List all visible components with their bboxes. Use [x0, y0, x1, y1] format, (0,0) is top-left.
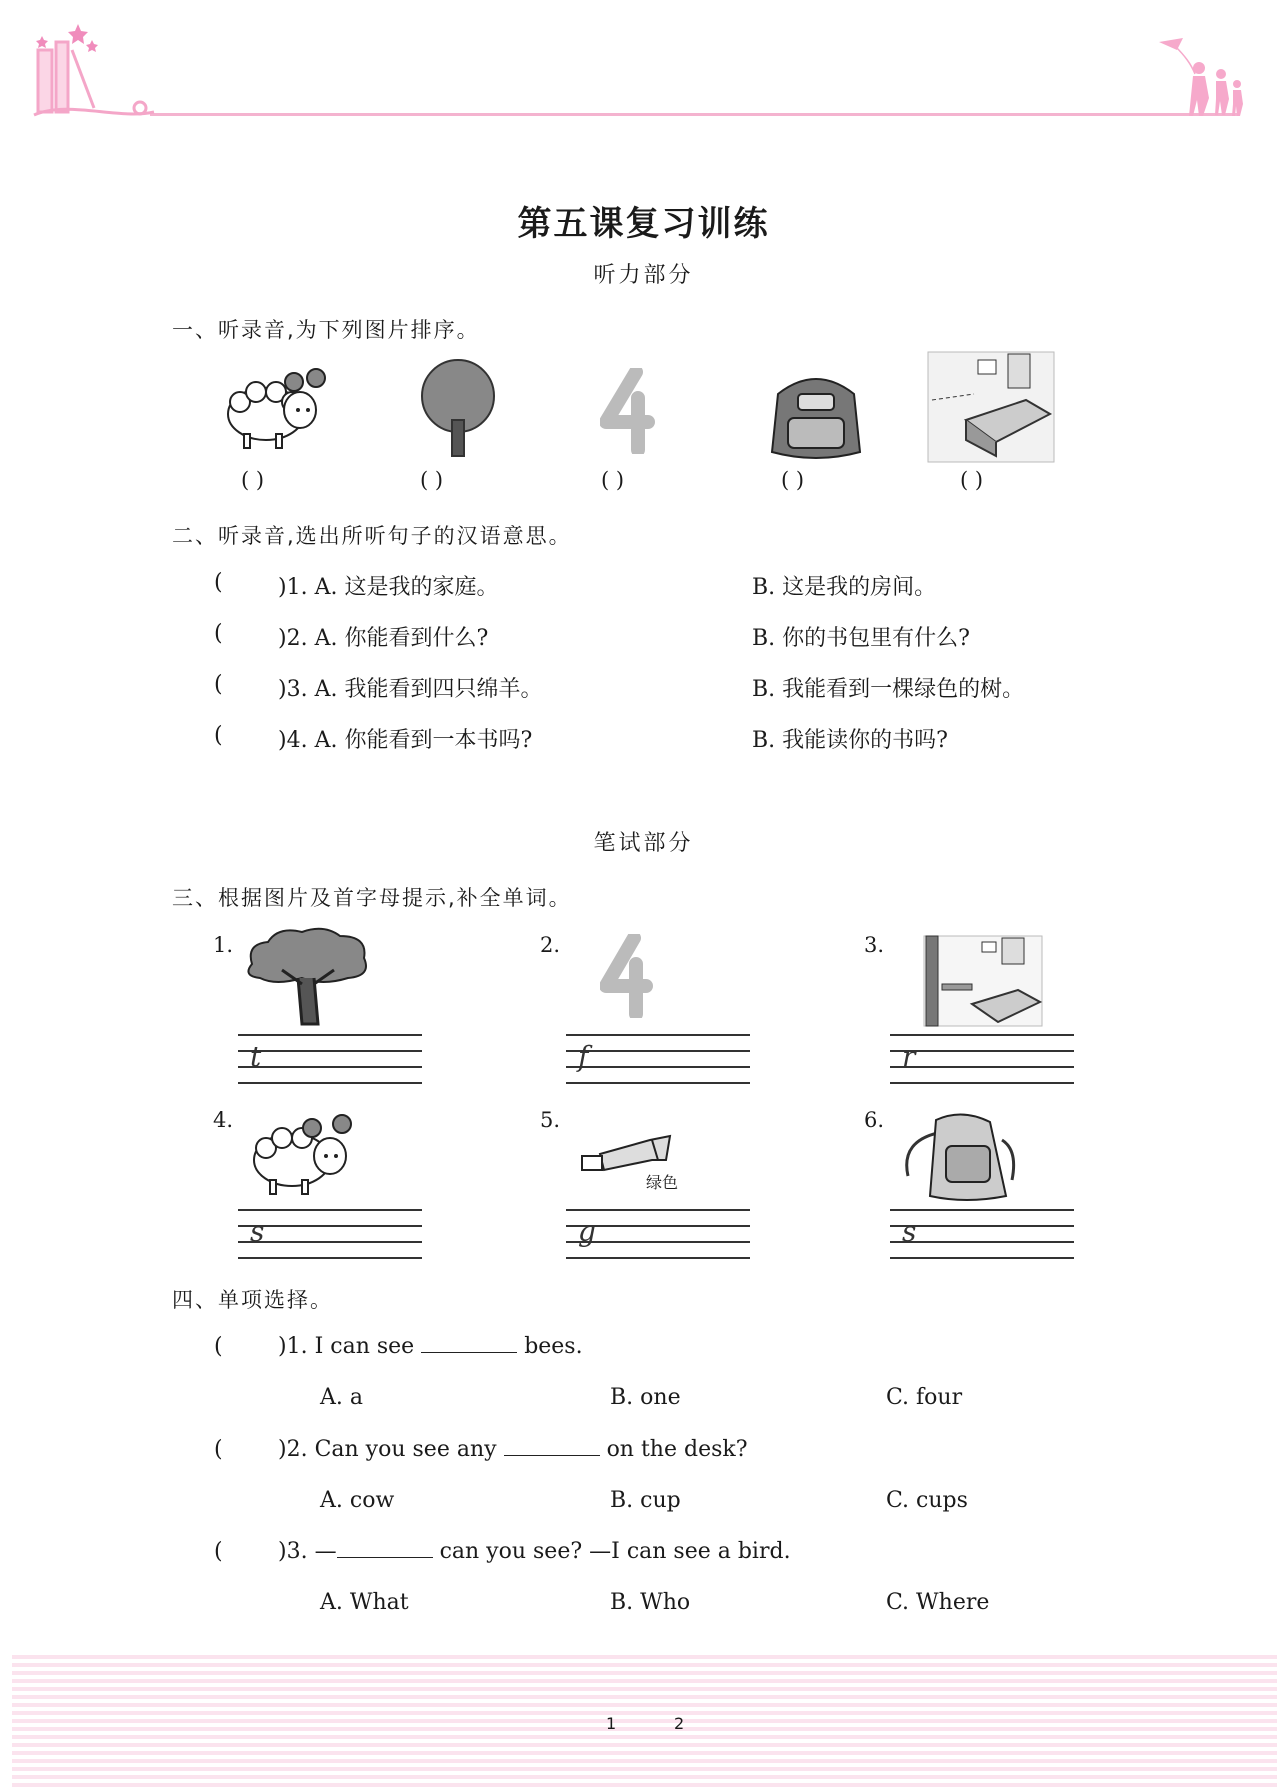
hint-letter: t [250, 1040, 262, 1073]
item-number: 3. [864, 933, 885, 957]
number-four-icon [600, 934, 662, 1018]
writing-heading: 笔试部分 [593, 831, 694, 856]
writing-lines-6[interactable] [890, 1209, 1074, 1259]
answer-paren-1[interactable]: ( ) [241, 468, 265, 492]
writing-lines-1[interactable] [238, 1034, 422, 1084]
writing-lines-4[interactable] [238, 1209, 422, 1259]
option-b[interactable]: B. one [610, 1385, 681, 1410]
hint-letter: s [902, 1215, 917, 1248]
item-number: 1. [213, 933, 234, 957]
section3-heading: 三、根据图片及首字母提示,补全单词。 [172, 886, 572, 910]
tree-icon [242, 924, 374, 1028]
option-b: B. 这是我的房间。 [752, 575, 937, 600]
item-number: 6. [864, 1108, 885, 1132]
answer-paren-4[interactable]: ( ) [781, 468, 805, 492]
hint-letter: r [902, 1040, 916, 1073]
question-stem: )2. A. 你能看到什么? [278, 626, 489, 651]
bedroom-icon [926, 350, 1056, 464]
bedroom-icon [922, 934, 1044, 1028]
tree-icon [418, 358, 498, 458]
option-b[interactable]: B. cup [610, 1488, 681, 1513]
section4-heading: 四、单项选择。 [172, 1288, 333, 1312]
schoolbag-icon [902, 1110, 1020, 1204]
answer-paren[interactable]: ( [214, 570, 223, 595]
option-b[interactable]: B. Who [610, 1590, 691, 1615]
item-number: 4. [213, 1108, 234, 1132]
page-number-left: 1 [606, 1714, 617, 1733]
schoolbag-icon [764, 368, 868, 464]
option-c[interactable]: C. Where [886, 1590, 990, 1615]
answer-paren[interactable]: ( [214, 621, 223, 646]
option-c[interactable]: C. cups [886, 1488, 968, 1513]
answer-paren-3[interactable]: ( ) [601, 468, 625, 492]
option-a[interactable]: A. cow [320, 1488, 395, 1513]
question-stem: )3. A. 我能看到四只绵羊。 [278, 677, 543, 702]
hint-letter: f [578, 1040, 589, 1073]
header-rule [150, 113, 1238, 116]
books-logo-icon [28, 20, 158, 130]
number-four-icon [600, 368, 664, 454]
answer-paren[interactable]: ( [214, 1334, 223, 1359]
footer-band [12, 1655, 1277, 1789]
option-a[interactable]: A. a [320, 1385, 363, 1410]
listening-heading: 听力部分 [593, 263, 694, 288]
item-number: 2. [540, 933, 561, 957]
page-title: 第五课复习训练 [517, 204, 770, 244]
answer-paren[interactable]: ( [214, 1437, 223, 1462]
writing-lines-2[interactable] [566, 1034, 750, 1084]
answer-paren[interactable]: ( [214, 723, 223, 748]
question-stem: )2. Can you see any on the desk? [278, 1437, 748, 1462]
answer-paren-2[interactable]: ( ) [420, 468, 444, 492]
item-number: 5. [540, 1108, 561, 1132]
answer-paren-5[interactable]: ( ) [960, 468, 984, 492]
hint-letter: s [250, 1215, 265, 1248]
writing-lines-5[interactable] [566, 1209, 750, 1259]
hint-letter: g [578, 1215, 596, 1248]
sheep-icon [246, 1106, 356, 1196]
option-b: B. 我能读你的书吗? [752, 728, 948, 753]
option-a[interactable]: A. What [320, 1590, 409, 1615]
color-caption: 绿色 [646, 1173, 679, 1192]
question-stem: )3. — can you see? —I can see a bird. [278, 1539, 791, 1564]
children-kite-icon [1155, 36, 1247, 118]
question-stem: )4. A. 你能看到一本书吗? [278, 728, 533, 753]
question-stem: )1. A. 这是我的家庭。 [278, 575, 499, 600]
writing-lines-3[interactable] [890, 1034, 1074, 1084]
answer-paren[interactable]: ( [214, 1539, 223, 1564]
option-c[interactable]: C. four [886, 1385, 963, 1410]
section2-heading: 二、听录音,选出所听句子的汉语意思。 [172, 524, 572, 548]
page-number-right: 2 [674, 1714, 685, 1733]
option-b: B. 你的书包里有什么? [752, 626, 970, 651]
question-stem: )1. I can see bees. [278, 1334, 583, 1359]
answer-paren[interactable]: ( [214, 672, 223, 697]
sheep-icon [220, 364, 326, 452]
option-b: B. 我能看到一棵绿色的树。 [752, 677, 1025, 702]
section1-heading: 一、听录音,为下列图片排序。 [172, 318, 480, 342]
